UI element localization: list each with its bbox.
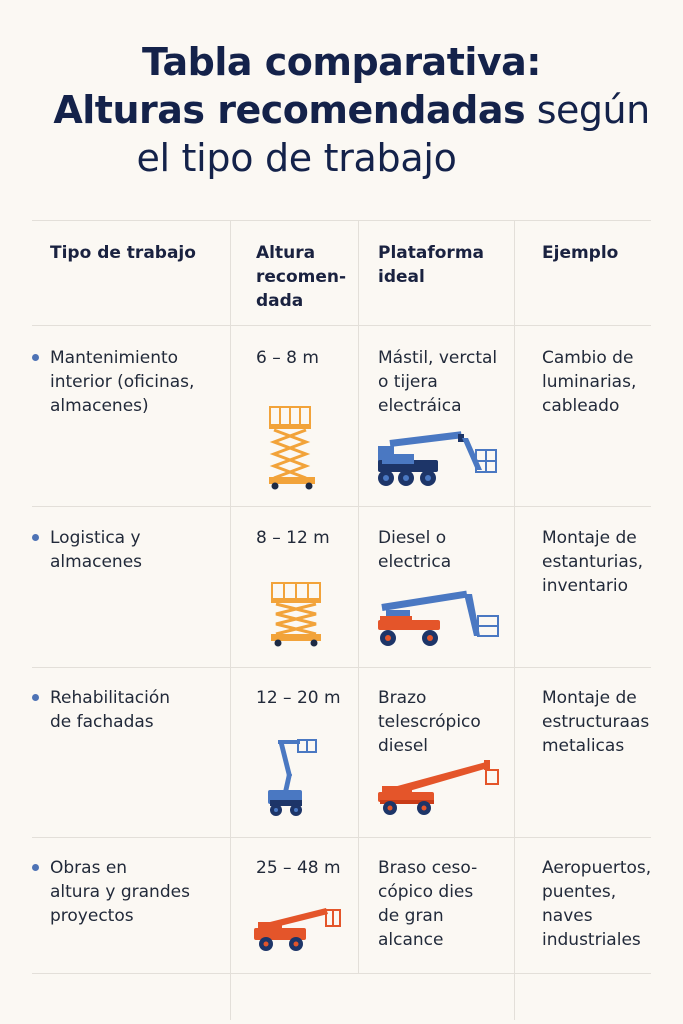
row-4-altura: 25 – 48 m xyxy=(256,858,341,878)
boom-lift-icon xyxy=(376,590,502,648)
row-3-altura: 12 – 20 m xyxy=(256,688,341,708)
header-ejemplo: Ejemplo xyxy=(542,243,619,263)
row-2-plataforma: Diesel o electrica xyxy=(378,528,452,572)
title-line-2-bold: Alturas recomendadas xyxy=(53,88,526,132)
header-altura: Altura recomen- dada xyxy=(256,243,347,311)
telescopic-boom-icon xyxy=(376,754,504,818)
header-tipo: Tipo de trabajo xyxy=(50,243,196,263)
row-3-tipo: Rehabilitación de fachadas xyxy=(50,688,170,732)
row-1-altura: 6 – 8 m xyxy=(256,348,319,368)
row-1-tipo: Mantenimiento interior (oficinas, almacenes) xyxy=(50,348,195,416)
row-3-plataforma: Brazo telescrópico diesel xyxy=(378,688,481,756)
table-divider xyxy=(32,506,651,507)
scissor-lift-icon xyxy=(266,404,318,490)
articulated-lift-icon xyxy=(266,734,324,818)
page-title xyxy=(0,38,683,182)
table-divider xyxy=(32,973,651,974)
table-divider xyxy=(32,837,651,838)
row-2-ejemplo: Montaje de estanturias, inventario xyxy=(542,528,644,596)
row-bullet xyxy=(32,534,39,541)
row-4-tipo: Obras en altura y grandes proyectos xyxy=(50,858,190,926)
title-line-2 xyxy=(0,86,683,134)
title-line-2-rest: según xyxy=(525,88,650,132)
row-3-ejemplo: Montaje de estructuraas metalicas xyxy=(542,688,650,756)
column-divider xyxy=(230,220,231,1020)
header-plataforma: Plataforma ideal xyxy=(378,243,485,287)
row-4-ejemplo: Aeropuertos, puentes, naves industriales xyxy=(542,858,652,950)
title-line-3: el tipo de trabajo xyxy=(136,136,457,180)
boom-lift-icon xyxy=(252,902,344,954)
row-bullet xyxy=(32,354,39,361)
table-divider xyxy=(32,325,651,326)
scissor-lift-icon xyxy=(268,580,324,648)
row-1-plataforma: Mástil, verctal o tijera electráica xyxy=(378,348,498,416)
column-divider xyxy=(358,220,359,973)
boom-lift-icon xyxy=(376,430,500,490)
title-line-1: Tabla comparativa: xyxy=(141,40,542,84)
column-divider xyxy=(514,220,515,1020)
table-divider xyxy=(32,667,651,668)
row-bullet xyxy=(32,694,39,701)
row-2-altura: 8 – 12 m xyxy=(256,528,330,548)
row-bullet xyxy=(32,864,39,871)
row-2-tipo: Logistica y almacenes xyxy=(50,528,143,572)
row-1-ejemplo: Cambio de luminarias, cableado xyxy=(542,348,637,416)
row-4-plataforma: Braso ceso- cópico dies de gran alcance xyxy=(378,858,478,950)
table-divider xyxy=(32,220,651,221)
